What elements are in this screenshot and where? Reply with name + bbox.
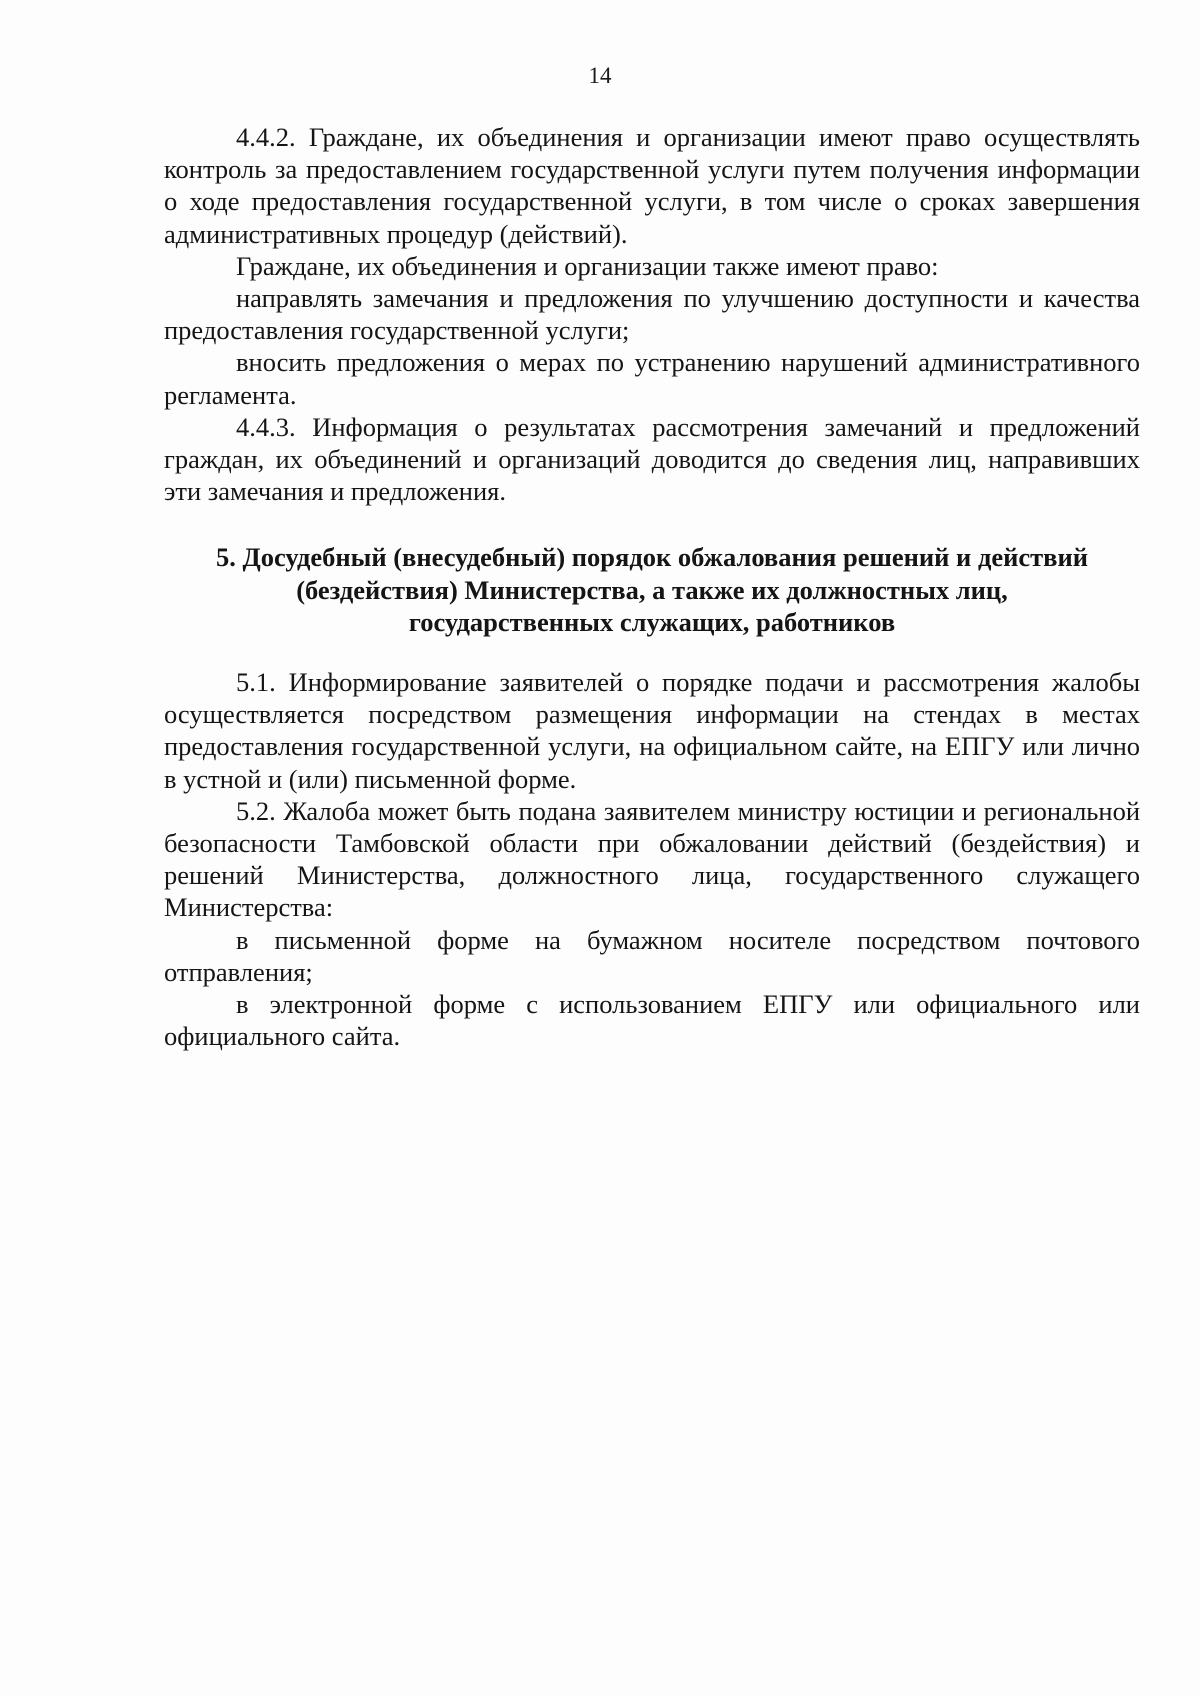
section-5-heading-line: 5. Досудебный (внесудебный) порядок обжалования решений и действий xyxy=(215,542,1089,572)
section-5-heading-line: государственных служащих, работников xyxy=(408,607,896,637)
page-number: 14 xyxy=(588,63,612,88)
section-5-heading-line: (бездействия) Министерства, а также их должностных лиц, xyxy=(296,574,1008,605)
paragraph-right-proposals: вносить предложения о мерах по устранению нарушений административного регламента. xyxy=(164,347,1140,410)
paragraph-4-4-3: 4.4.3. Информация о результатах рассмотрения замечаний и предложений граждан, их объединений и организаций доводится до сведения лиц, направивших эти замечания и предложения. xyxy=(164,411,1140,507)
paragraph-5-1: 5.1. Информирование заявителей о порядке подачи и рассмотрения жалобы осуществляется посредством размещения информации на стендах в местах предоставления государственной услуги, на официальном сайте, на ЕПГУ или лично в устной и (или) письменной форме. xyxy=(164,667,1140,794)
section-4-text xyxy=(164,121,1140,507)
paragraph-right-remarks: направлять замечания и предложения по улучшению доступности и качества предоставления государственной услуги; xyxy=(164,283,1140,346)
paragraph-5-2: 5.2. Жалоба может быть подана заявителем министру юстиции и региональной безопасности Тамбовской области при обжаловании действий (бездействия) и решений Министерства, должностного лица, государственного служащего Министерства: xyxy=(164,795,1140,923)
paragraph-4-4-2: 4.4.2. Граждане, их объединения и организации имеют право осуществлять контроль за предоставлением государственной услуги путем получения информации о ходе предоставления государственной услуги, в том числе о сроках завершения административных процедур (действий). xyxy=(164,122,1140,249)
paragraph-electronic-form: в электронной форме с использованием ЕПГУ или официального или официального сайта. xyxy=(164,989,1140,1052)
paragraph-rights-intro: Граждане, их объединения и организации также имеют право: xyxy=(236,250,939,281)
section-5-text xyxy=(164,666,1140,1052)
paragraph-written-form: в письменной форме на бумажном носителе посредством почтового отправления; xyxy=(164,924,1140,987)
section-5-heading xyxy=(164,541,1140,639)
